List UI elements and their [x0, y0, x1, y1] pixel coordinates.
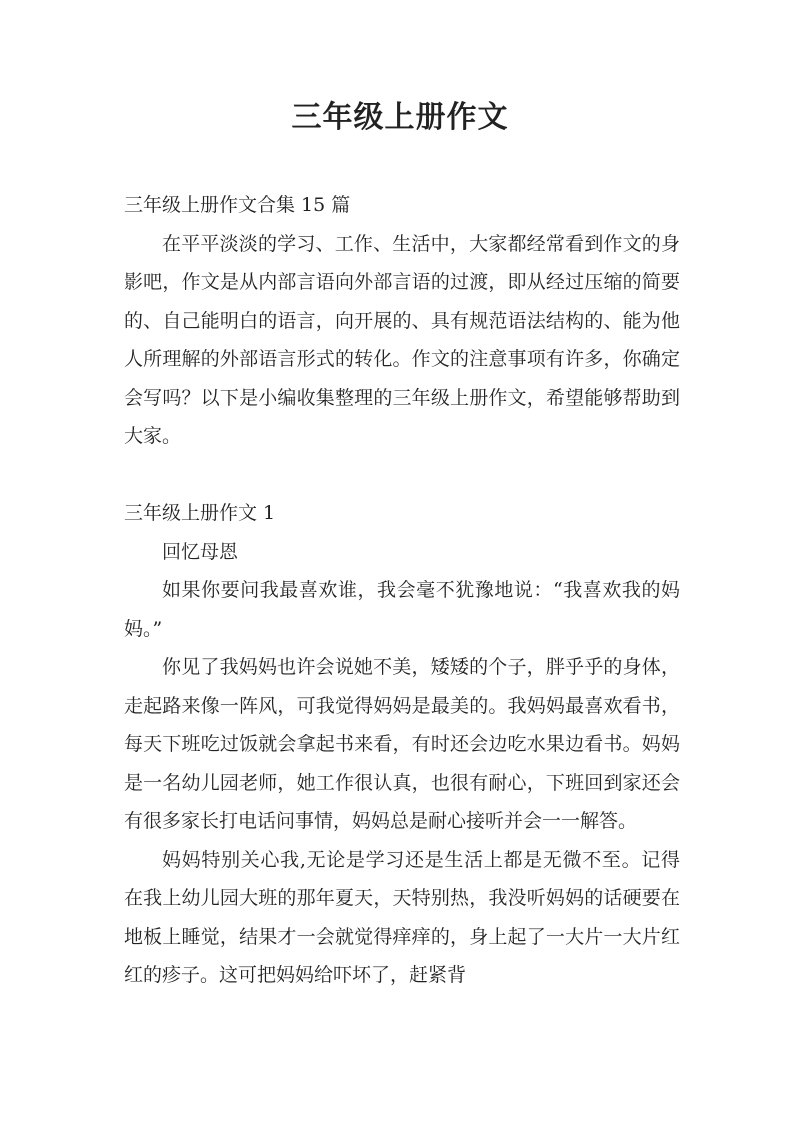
intro-heading: 三年级上册作文合集 15 篇: [124, 194, 351, 216]
essay-paragraph: 你见了我妈妈也许会说她不美，矮矮的个子，胖乎乎的身体，走起路来像一阵风，可我觉得妈妈是最美的。我妈妈最喜欢看书，每天下班吃过饭就会拿起书来看，有时还会边吃水果边看书。妈妈是一名幼儿园老师，她工作很认真，也很有耐心，下班回到家还会有很多家长打电话问事情，妈妈总是耐心接听并会一一解答。: [124, 656, 680, 832]
section-gap: [124, 456, 680, 495]
essay-paragraph: 如果你要问我最喜欢谁，我会毫不犹豫地说：“我喜欢我的妈妈。”: [124, 579, 680, 640]
essay-heading: 三年级上册作文 1: [124, 502, 276, 524]
document-body: [124, 186, 680, 995]
essay-subtitle: 回忆母恩: [162, 540, 239, 563]
essay-paragraph: 妈妈特别关心我,无论是学习还是生活上都是无微不至。记得在我上幼儿园大班的那年夏天，天特别热，我没听妈妈的话硬要在地板上睡觉，结果才一会就觉得痒痒的，身上起了一大片一大片红红的疹子。这可把妈妈给吓坏了，赶紧背: [124, 848, 680, 986]
document-title: 三年级上册作文: [291, 100, 509, 135]
intro-paragraph: 在平平淡淡的学习、工作、生活中，大家都经常看到作文的身影吧，作文是从内部言语向外部言语的过渡，即从经过压缩的简要的、自己能明白的语言，向开展的、具有规范语法结构的、能为他人所理解的外部语言形式的转化。作文的注意事项有许多，你确定会写吗？以下是小编收集整理的三年级上册作文，希望能够帮助到大家。: [124, 232, 680, 447]
